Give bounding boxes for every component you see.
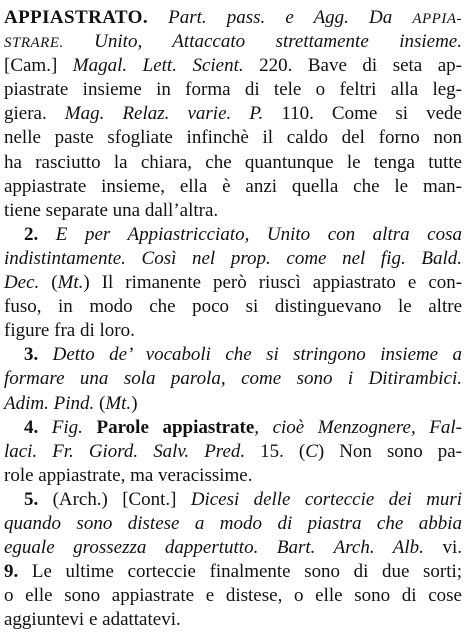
entry-line bbox=[4, 199, 462, 223]
text-segment: Le ultime corteccie finalmente sono di due sorti; bbox=[31, 561, 462, 583]
entry-line bbox=[4, 464, 462, 488]
text-segment: ) Il rimanente però riuscì appiastrato e con- bbox=[83, 272, 462, 294]
text-segment: 5. bbox=[24, 488, 53, 510]
entry-line bbox=[4, 343, 462, 367]
text-segment: E per Appiastricciato, Unito con altra cosa bbox=[55, 223, 462, 245]
entry-line bbox=[4, 584, 462, 608]
text-segment: APPIA- bbox=[412, 11, 462, 27]
text-segment: ( bbox=[39, 272, 58, 294]
text-segment: ha rasciutto la chiara, che quantunque le tenga tutte bbox=[4, 151, 462, 173]
text-segment: vi. bbox=[423, 537, 462, 559]
text-segment: ( bbox=[94, 392, 106, 414]
text-segment: appiastrate insieme, ella è anzi quella che le man- bbox=[4, 175, 462, 197]
text-segment: 220. Bave di seta ap- bbox=[243, 55, 462, 77]
text-segment: fuso, in modo che poco si distinguevano le altre bbox=[4, 296, 462, 318]
text-segment: Dec. bbox=[4, 272, 40, 294]
text-segment: Dicesi delle corteccie dei muri bbox=[190, 488, 462, 510]
text-segment: ) bbox=[131, 392, 138, 414]
entry-line bbox=[4, 560, 462, 584]
text-segment: piastrate insieme in forma di tele o feltri alla leg- bbox=[4, 79, 462, 101]
entry-line bbox=[4, 247, 462, 271]
entry-line bbox=[4, 271, 462, 295]
entry-line bbox=[4, 488, 462, 512]
entry-line bbox=[4, 512, 462, 536]
text-segment: Detto de’ vocaboli che si stringono insieme a bbox=[52, 344, 462, 366]
text-segment: Mt. bbox=[57, 272, 84, 294]
text-segment: 110. Come si vede bbox=[263, 103, 462, 125]
entry-line bbox=[4, 392, 462, 416]
text-segment: Unito, Attaccato strettamente insieme. bbox=[63, 31, 462, 53]
entry-line bbox=[4, 536, 462, 560]
text-segment: Fig. bbox=[51, 416, 97, 438]
text-segment: tiene separate una dall’altra. bbox=[4, 199, 219, 221]
text-segment: [Cam.] bbox=[4, 55, 73, 77]
text-segment: role appiastrate, ma veracissime. bbox=[4, 464, 253, 486]
text-segment: figure fra di loro. bbox=[4, 320, 135, 342]
text-segment: 9. bbox=[4, 561, 32, 583]
entry-line bbox=[4, 30, 462, 54]
text-segment: eguale grossezza dappertutto. Bart. Arch. Alb. bbox=[4, 537, 424, 559]
text-segment: 3. bbox=[24, 344, 53, 366]
text-segment: 4. bbox=[24, 416, 52, 438]
headword: APPIASTRATO. bbox=[4, 7, 148, 28]
entry-line bbox=[4, 102, 462, 126]
text-segment: , cioè Menzognere, Fal- bbox=[254, 416, 462, 438]
text-segment: o elle sono appiastrate e distese, o elle sono di cose bbox=[4, 585, 462, 607]
text-segment: 2. bbox=[24, 223, 56, 245]
entry-line bbox=[4, 78, 462, 102]
entry-line bbox=[4, 54, 462, 78]
text-segment: Part. pass. e Agg. Da bbox=[147, 7, 413, 28]
entry-line bbox=[4, 126, 462, 150]
text-segment: quando sono distese a modo di piastra che abbia bbox=[4, 512, 462, 534]
text-segment: 15. ( bbox=[245, 440, 306, 462]
text-segment: Mt. bbox=[105, 392, 132, 414]
entry-line bbox=[4, 319, 462, 343]
text-segment: C bbox=[305, 440, 318, 462]
text-segment: (Arch.) [Cont.] bbox=[52, 488, 191, 510]
entry-line bbox=[4, 608, 462, 632]
entry-line bbox=[4, 440, 462, 464]
text-segment: STRARE. bbox=[4, 35, 64, 52]
entry-line bbox=[4, 416, 462, 440]
text-segment: giera. bbox=[4, 103, 65, 125]
dictionary-entry bbox=[4, 6, 462, 632]
entry-line bbox=[4, 6, 462, 30]
text-segment: Magal. Lett. Scient. bbox=[72, 55, 244, 77]
text-segment: formare una sola parola, come sono i Ditirambici. bbox=[4, 368, 462, 390]
text-segment: Adim. Pind. bbox=[4, 392, 95, 414]
text-segment: laci. Fr. Giord. Salv. Pred. bbox=[4, 440, 246, 462]
text-segment: Parole appiastrate bbox=[96, 416, 255, 438]
entry-line bbox=[4, 367, 462, 391]
entry-line bbox=[4, 223, 462, 247]
text-segment: aggiuntevi e adattatevi. bbox=[4, 609, 181, 631]
entry-line bbox=[4, 151, 462, 175]
text-segment: Mag. Relaz. varie. P. bbox=[64, 103, 264, 125]
entry-line bbox=[4, 295, 462, 319]
entry-line bbox=[4, 175, 462, 199]
text-segment: nelle paste sfogliate infinchè il caldo del forno non bbox=[4, 127, 462, 149]
text-segment: ) Non sono pa- bbox=[317, 440, 462, 462]
text-segment: indistintamente. Così nel prop. come nel fig. Bald. bbox=[4, 247, 462, 269]
